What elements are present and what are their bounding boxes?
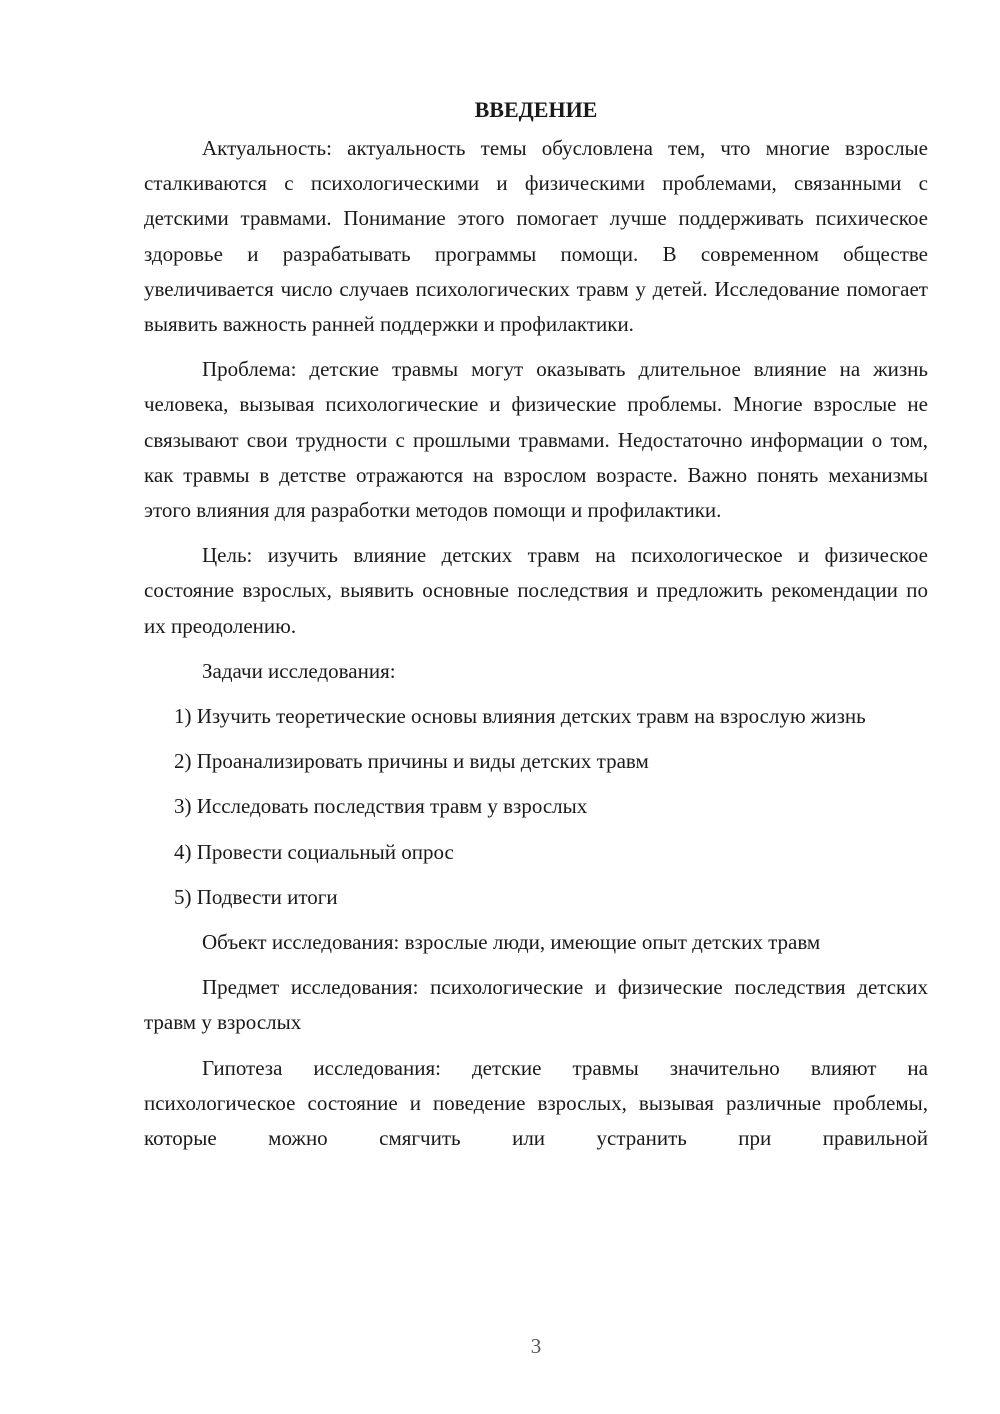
paragraph-subject: Предмет исследования: психологические и физические последствия детских травм у взрослых bbox=[144, 975, 928, 1035]
page-number: 3 bbox=[530, 1334, 542, 1358]
page-title: ВВЕДЕНИЕ bbox=[474, 97, 598, 122]
task-item-4: 4) Провести социальный опрос bbox=[174, 839, 454, 864]
tasks-heading: Задачи исследования: bbox=[202, 658, 396, 683]
task-item-1: 1) Изучить теоретические основы влияния детских травм на взрослую жизнь bbox=[174, 704, 866, 729]
tasks-list bbox=[144, 699, 928, 915]
paragraph-relevance: Актуальность: актуальность темы обусловлена тем, что многие взрослые сталкиваются с психологическими и физическими проблемами, связанными с детскими травмами. Понимание этого помогает лучше поддерживать психическое здоровье и разрабатывать программы помощи. В современном обществе увеличивается число случаев психологических травм у детей. Исследование помогает выявить важность ранней поддержки и профилактики. bbox=[144, 136, 928, 337]
paragraph-problem: Проблема: детские травмы могут оказывать длительное влияние на жизнь человека, вызывая психологические и физические проблемы. Многие взрослые не связывают свои трудности с прошлыми травмами. Недостаточно информации о том, как травмы в детстве отражаются на взрослом возрасте. Важно понять механизмы этого влияния для разработки методов помощи и профилактики. bbox=[144, 357, 928, 523]
task-item-3: 3) Исследовать последствия травм у взрослых bbox=[174, 794, 588, 819]
task-item-2: 2) Проанализировать причины и виды детских травм bbox=[174, 749, 649, 774]
task-item-5: 5) Подвести итоги bbox=[174, 884, 338, 909]
paragraph-object: Объект исследования: взрослые люди, имеющие опыт детских травм bbox=[202, 930, 821, 955]
document-page bbox=[144, 92, 928, 1166]
paragraph-goal: Цель: изучить влияние детских травм на психологическое и физическое состояние взрослых, выявить основные последствия и предложить рекомендации по их преодолению. bbox=[144, 543, 928, 638]
paragraph-hypothesis: Гипотеза исследования: детские травмы значительно влияют на психологическое состояние и поведение взрослых, вызывая различные проблемы, которые можно смягчить или устранить при правильной bbox=[144, 1055, 928, 1151]
